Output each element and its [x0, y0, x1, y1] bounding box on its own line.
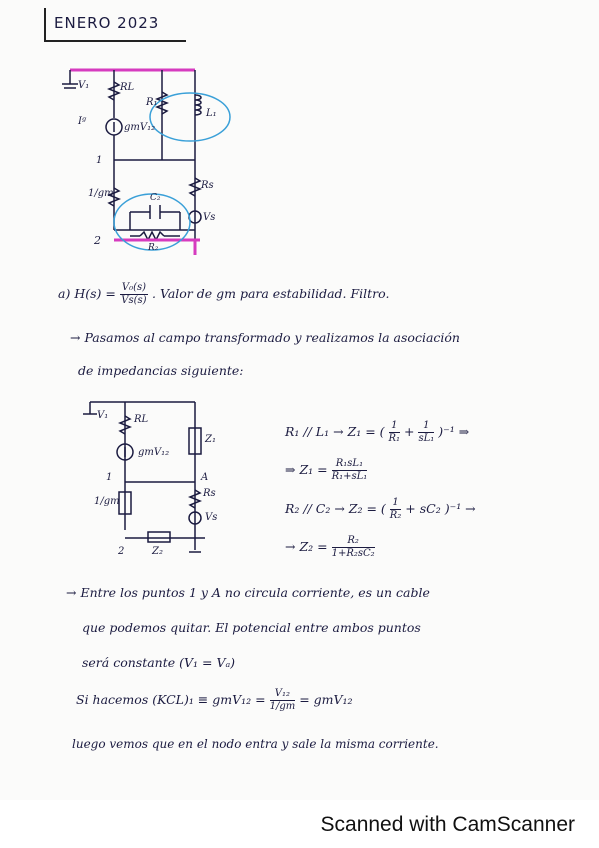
eq2-frac — [332, 458, 368, 483]
eq1-frac-b — [418, 420, 434, 445]
c2-node1-label: 1 — [106, 472, 113, 483]
c2-v1-label: V₁ — [97, 410, 109, 421]
para2-line2: que podemos quitar. El potencial entre ambos puntos — [82, 620, 421, 635]
c2-nodeA-label: A — [201, 472, 209, 483]
part-a-rest: . Valor de gm para estabilidad. Filtro. — [152, 286, 390, 301]
eq3-a-num: 1 — [390, 497, 402, 510]
c1-rl-label: RL — [120, 82, 135, 93]
eq1-b-num: 1 — [418, 420, 434, 433]
c2-node2-label: 2 — [118, 546, 125, 557]
kcl-frac — [270, 688, 296, 713]
para1-line1: → Pasamos al campo transformado y realizamos la asociación — [70, 330, 460, 345]
eq3-tail: ⁻¹ → — [449, 501, 476, 516]
part-a-h-denominator: Vs(s) — [121, 295, 147, 306]
c1-node1-label: 1 — [96, 155, 103, 166]
c1-node2-label: 2 — [94, 234, 101, 247]
para1-line2: de impedancias siguiente: — [78, 363, 244, 378]
eq3-a-den: R₂ — [389, 510, 402, 521]
c2-rl-label: RL — [134, 414, 149, 425]
eq4-den: 1+R₂sC₂ — [331, 548, 375, 559]
eq1-a-den: R₁ — [388, 433, 401, 444]
part-a-prefix: a) — [58, 286, 71, 301]
c1-r2-label: R₂ — [148, 243, 159, 253]
para2-line5: luego vemos que en el nodo entra y sale la misma corriente. — [72, 737, 439, 751]
eq1-a-num: 1 — [389, 420, 401, 433]
c1-ig-label: Iᵍ — [78, 116, 86, 127]
equation-z1-parallel: R₁ // L₁ → Z₁ = ( $\frac{1}{\text{R₁}}$ + $\frac{1}{\text{sL₁}}$ )⁻¹ ⇒ — [285, 420, 470, 444]
eq3-frac-a — [390, 497, 402, 522]
eq1-lhs: R₁ // L₁ → Z₁ = — [285, 424, 376, 439]
part-a-h-numerator: V₀(s) — [121, 282, 147, 293]
c1-vs-label: Vs — [203, 212, 216, 223]
kcl-equation — [76, 688, 353, 713]
c1-c2-label: C₂ — [150, 193, 161, 203]
eq4-lhs: → Z₂ = — [285, 539, 328, 554]
page-title: ENERO 2023 — [54, 14, 160, 32]
eq1-b-den: sL₁ — [418, 433, 435, 444]
c2-z2-label: Z₂ — [152, 546, 163, 557]
eq1-frac-a — [389, 420, 401, 445]
eq2-den: R₁+sL₁ — [331, 471, 368, 482]
c1-inv-gm-label: 1/gm — [88, 188, 114, 199]
eq3-lhs: R₂ // C₂ → Z₂ = — [285, 501, 377, 516]
c2-z1-label: Z₁ — [205, 434, 216, 445]
para2-line3: será constante (V₁ = Vₐ) — [82, 655, 236, 670]
c1-r1-label: R₁ — [146, 97, 158, 108]
eq4-num: R₂ — [332, 535, 375, 548]
kcl-den: 1/gm — [269, 701, 296, 712]
part-a-h-lhs: H(s) = — [74, 286, 116, 301]
equation-z1-result — [285, 458, 367, 483]
scanner-watermark: Scanned with CamScanner — [320, 813, 575, 836]
c2-rs-label: Rs — [203, 488, 216, 499]
equation-z2-parallel: R₂ // C₂ → Z₂ = ( $\frac{1}{\text{R₂}}$ + sC₂ )⁻¹ → — [285, 497, 476, 521]
equation-z2-result — [285, 535, 375, 560]
c2-inv-gm-label: 1/gm — [94, 496, 120, 507]
eq1-tail: ⁻¹ ⇒ — [443, 424, 470, 439]
c2-gm-source-label: gmV₁₂ — [138, 447, 170, 458]
eq4-frac — [332, 535, 375, 560]
c2-vs-label: Vs — [205, 512, 218, 523]
kcl-rhs: = gmV₁₂ — [299, 692, 353, 707]
c1-gm-source-label: gmV₁₂ — [124, 122, 156, 133]
eq3-mid: + sC₂ — [405, 501, 441, 516]
c1-rs-label: Rs — [201, 180, 214, 191]
c1-l1-label: L₁ — [206, 108, 217, 119]
c1-v1-label: V₁ — [78, 80, 90, 91]
eq2-num: R₁sL₁ — [332, 458, 368, 471]
kcl-lhs: Si hacemos (KCL)₁ ≡ gmV₁₂ = — [76, 692, 266, 707]
eq2-lhs: ⇒ Z₁ = — [285, 462, 328, 477]
para2-line1: → Entre los puntos 1 y A no circula corriente, es un cable — [66, 585, 430, 600]
kcl-num: V₁₂ — [270, 688, 296, 701]
